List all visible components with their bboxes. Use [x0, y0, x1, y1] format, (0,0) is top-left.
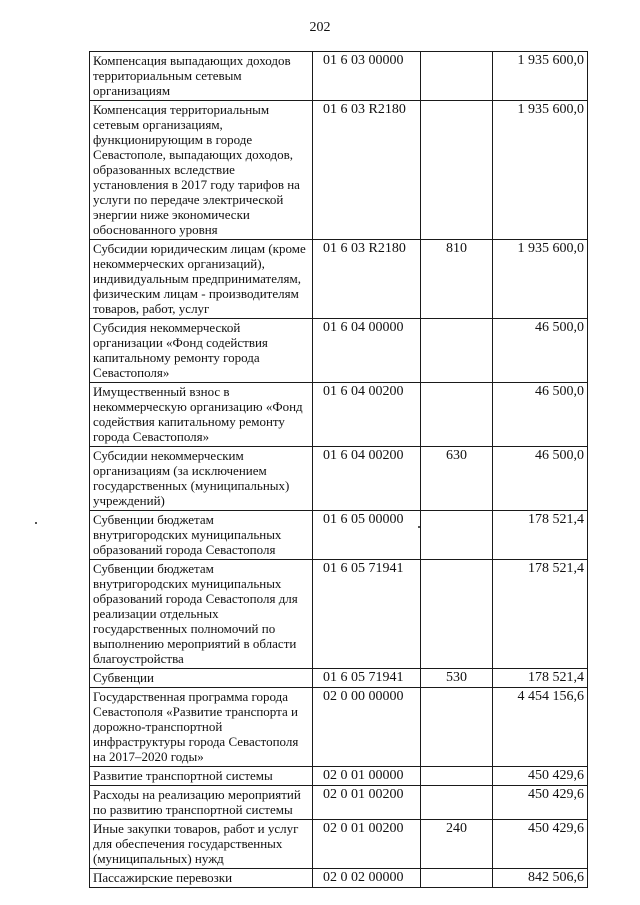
row-code: 01 6 03 00000 [313, 52, 421, 101]
row-expense-type [421, 688, 493, 767]
row-code: 01 6 04 00200 [313, 383, 421, 447]
row-expense-type: 630 [421, 447, 493, 511]
row-name: Расходы на реализацию мероприятий по развитию транспортной системы [90, 786, 313, 820]
row-name: Субвенции бюджетам внутригородских муниципальных образований города Севастополя [90, 511, 313, 560]
row-expense-type [421, 383, 493, 447]
row-amount: 450 429,6 [493, 820, 588, 869]
scan-speck [418, 526, 420, 528]
table-row [90, 820, 588, 869]
row-expense-type [421, 511, 493, 560]
table-row [90, 560, 588, 669]
table-row [90, 319, 588, 383]
table-row [90, 383, 588, 447]
row-amount: 1 935 600,0 [493, 240, 588, 319]
row-expense-type [421, 560, 493, 669]
table-row [90, 511, 588, 560]
table-row [90, 669, 588, 688]
row-name: Развитие транспортной системы [90, 767, 313, 786]
row-name: Субвенции [90, 669, 313, 688]
row-amount: 178 521,4 [493, 560, 588, 669]
row-expense-type: 530 [421, 669, 493, 688]
row-expense-type [421, 101, 493, 240]
row-expense-type: 810 [421, 240, 493, 319]
table-row [90, 447, 588, 511]
row-expense-type: 240 [421, 820, 493, 869]
table-row [90, 52, 588, 101]
row-amount: 178 521,4 [493, 669, 588, 688]
row-code: 01 6 04 00000 [313, 319, 421, 383]
table-row [90, 688, 588, 767]
row-name: Иные закупки товаров, работ и услуг для обеспечения государственных (муниципальных) нужд [90, 820, 313, 869]
row-name: Субсидии некоммерческим организациям (за исключением государственных (муниципальных) учреждений) [90, 447, 313, 511]
row-amount: 450 429,6 [493, 767, 588, 786]
row-code: 01 6 03 R2180 [313, 101, 421, 240]
table-row [90, 101, 588, 240]
scan-speck [35, 522, 37, 524]
row-name: Пассажирские перевозки [90, 869, 313, 888]
row-amount: 450 429,6 [493, 786, 588, 820]
row-code: 01 6 05 71941 [313, 669, 421, 688]
row-expense-type [421, 869, 493, 888]
row-amount: 178 521,4 [493, 511, 588, 560]
row-code: 02 0 00 00000 [313, 688, 421, 767]
row-name: Субвенции бюджетам внутригородских муниципальных образований города Севастополя для реализации отдельных государственных полномочий по выполнению мероприятий в области благоустройства [90, 560, 313, 669]
row-name: Субсидии юридическим лицам (кроме некоммерческих организаций), индивидуальным предпринимателям, физическим лицам - производителям товаров, работ, услуг [90, 240, 313, 319]
row-name: Субсидия некоммерческой организации «Фонд содействия капитальному ремонту города Севастополя» [90, 319, 313, 383]
row-name: Компенсация территориальным сетевым организациям, функционирующим в городе Севастополе, выпадающих доходов, образованных вследствие установления в 2017 году тарифов на услуги по передаче электрической энергии ниже экономически обоснованного уровня [90, 101, 313, 240]
row-code: 01 6 04 00200 [313, 447, 421, 511]
row-expense-type [421, 767, 493, 786]
row-name: Государственная программа города Севастополя «Развитие транспорта и дорожно-транспортной инфраструктуры города Севастополя на 2017–2020 годы» [90, 688, 313, 767]
row-name: Имущественный взнос в некоммерческую организацию «Фонд содействия капитальному ремонту города Севастополя» [90, 383, 313, 447]
row-amount: 4 454 156,6 [493, 688, 588, 767]
row-code: 01 6 05 71941 [313, 560, 421, 669]
row-code: 01 6 03 R2180 [313, 240, 421, 319]
row-amount: 46 500,0 [493, 447, 588, 511]
row-amount: 46 500,0 [493, 383, 588, 447]
row-amount: 1 935 600,0 [493, 101, 588, 240]
row-expense-type [421, 786, 493, 820]
table-row [90, 767, 588, 786]
row-code: 02 0 01 00200 [313, 786, 421, 820]
row-code: 02 0 01 00000 [313, 767, 421, 786]
row-amount: 1 935 600,0 [493, 52, 588, 101]
table-row [90, 869, 588, 888]
row-amount: 46 500,0 [493, 319, 588, 383]
row-name: Компенсация выпадающих доходов территориальным сетевым организациям [90, 52, 313, 101]
row-expense-type [421, 52, 493, 101]
table-row [90, 240, 588, 319]
row-code: 02 0 02 00000 [313, 869, 421, 888]
budget-table [89, 51, 588, 888]
page-number: 202 [309, 20, 331, 35]
row-code: 02 0 01 00200 [313, 820, 421, 869]
table-row [90, 786, 588, 820]
row-expense-type [421, 319, 493, 383]
row-code: 01 6 05 00000 [313, 511, 421, 560]
row-amount: 842 506,6 [493, 869, 588, 888]
